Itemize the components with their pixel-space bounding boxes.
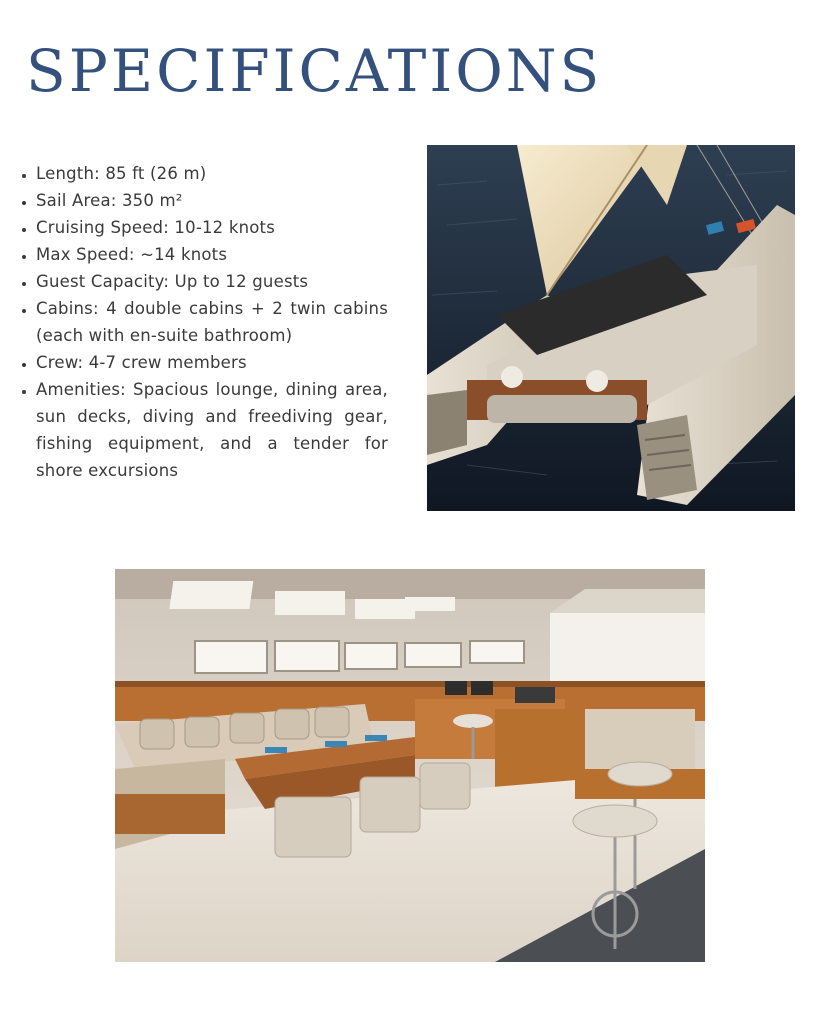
spec-cabins: • Cabins: 4 double cabins + 2 twin cabins (each with en-suite bathroom) [36, 295, 388, 349]
spec-length: • Length: 85 ft (26 m) [36, 160, 388, 187]
interior-lounge-photo [115, 569, 705, 962]
spec-sail-area: • Sail Area: 350 m² [36, 187, 388, 214]
spec-crew: • Crew: 4-7 crew members [36, 349, 388, 376]
spec-amenities: • Amenities: Spacious lounge, dining area, sun decks, diving and freediving gear, fishing equipment, and a tender for shore excursions [36, 376, 388, 484]
catamaran-illustration [427, 145, 795, 511]
page-title: SPECIFICATIONS [26, 37, 603, 105]
spec-max-speed: • Max Speed: ~14 knots [36, 241, 388, 268]
lounge-illustration [115, 569, 705, 962]
catamaran-aerial-photo [427, 145, 795, 511]
specifications-list [18, 160, 388, 484]
spec-cruising-speed: • Cruising Speed: 10-12 knots [36, 214, 388, 241]
spec-guest-capacity: • Guest Capacity: Up to 12 guests [36, 268, 388, 295]
